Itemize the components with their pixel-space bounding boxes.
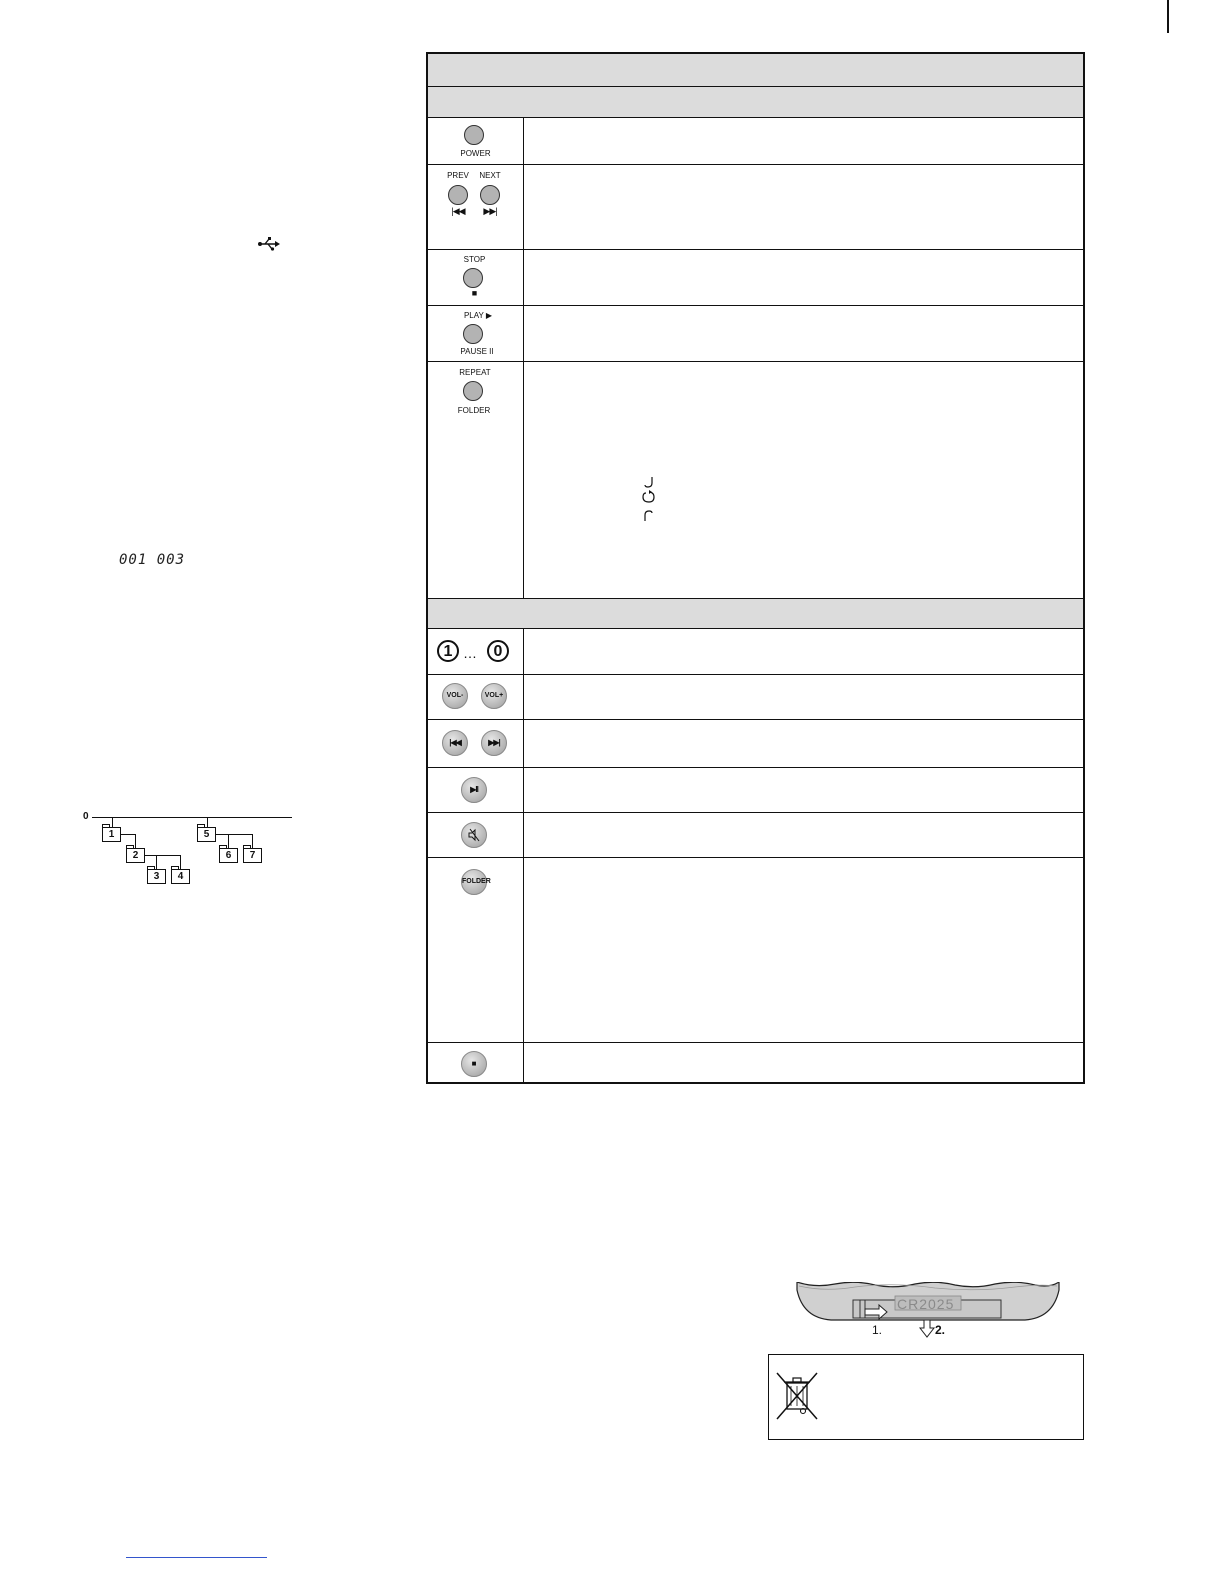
play-pause-remote-button[interactable]: ▶II: [461, 777, 487, 803]
crossed-out-bin-icon: [775, 1371, 819, 1421]
power-label: POWER: [460, 149, 491, 158]
disposal-notice-box: [768, 1354, 1084, 1440]
folder-remote-button[interactable]: FOLDER: [461, 869, 487, 895]
battery-step-2: 2.: [935, 1323, 946, 1337]
table-row: [428, 629, 1083, 675]
folder-node: 5: [197, 827, 216, 842]
power-button[interactable]: [464, 125, 484, 145]
prev-label: PREV: [447, 171, 469, 180]
next-label: NEXT: [479, 171, 501, 180]
display-readout: 001 003: [119, 552, 186, 568]
tree-root-label: 0: [83, 811, 89, 822]
top-rule: [1167, 0, 1169, 33]
vol-down-button[interactable]: VOL-: [442, 683, 468, 709]
next-button[interactable]: [480, 185, 500, 205]
controls-table: [426, 52, 1085, 1084]
table-row: [428, 813, 1083, 858]
battery-model-label: CR2025: [897, 1296, 955, 1312]
skip-back-button[interactable]: |◀◀: [442, 730, 468, 756]
folder-tree-diagram: [80, 808, 300, 888]
remote-header-row: [428, 599, 1083, 629]
repeat-label: REPEAT: [459, 368, 491, 377]
usb-icon: [258, 236, 280, 252]
underline-link[interactable]: [126, 1557, 267, 1558]
folder-node: 2: [126, 848, 145, 863]
folder-node: 3: [147, 869, 166, 884]
number-dots: …: [463, 645, 477, 661]
pause-label: PAUSE II: [460, 347, 494, 356]
folder-node: 6: [219, 848, 238, 863]
table-row: [428, 720, 1083, 768]
table-row: [428, 250, 1083, 306]
folder-node: 4: [171, 869, 190, 884]
stop-button[interactable]: [463, 268, 483, 288]
prev-icon: |◀◀: [451, 206, 465, 216]
vol-up-button[interactable]: VOL+: [481, 683, 507, 709]
table-row: [428, 118, 1083, 165]
stop-label: STOP: [463, 255, 486, 264]
table-row: [428, 768, 1083, 813]
table-header-row: [428, 54, 1083, 87]
stop-icon: ■: [471, 288, 477, 298]
next-icon: ▶▶|: [483, 206, 497, 216]
table-row: [428, 362, 1083, 599]
repeat-folder-button[interactable]: [463, 381, 483, 401]
mute-button[interactable]: [461, 822, 487, 848]
prev-button[interactable]: [448, 185, 468, 205]
folder-node: 7: [243, 848, 262, 863]
repeat-mode-icons: [640, 475, 658, 523]
table-row: [428, 858, 1083, 1043]
mute-icon: [462, 823, 486, 847]
main-unit-header-row: [428, 87, 1083, 118]
table-row: [428, 675, 1083, 720]
play-label: PLAY ▶: [463, 311, 493, 320]
play-pause-button[interactable]: [463, 324, 483, 344]
folder-node: 1: [102, 827, 121, 842]
folder-label: FOLDER: [457, 406, 491, 415]
table-row: [428, 1043, 1083, 1084]
stop-remote-button[interactable]: ■: [461, 1051, 487, 1077]
skip-forward-button[interactable]: ▶▶|: [481, 730, 507, 756]
table-row: [428, 165, 1083, 250]
battery-step-1: 1.: [872, 1323, 883, 1337]
table-row: [428, 306, 1083, 362]
number-1-button[interactable]: 1: [437, 640, 459, 662]
number-0-button[interactable]: 0: [487, 640, 509, 662]
